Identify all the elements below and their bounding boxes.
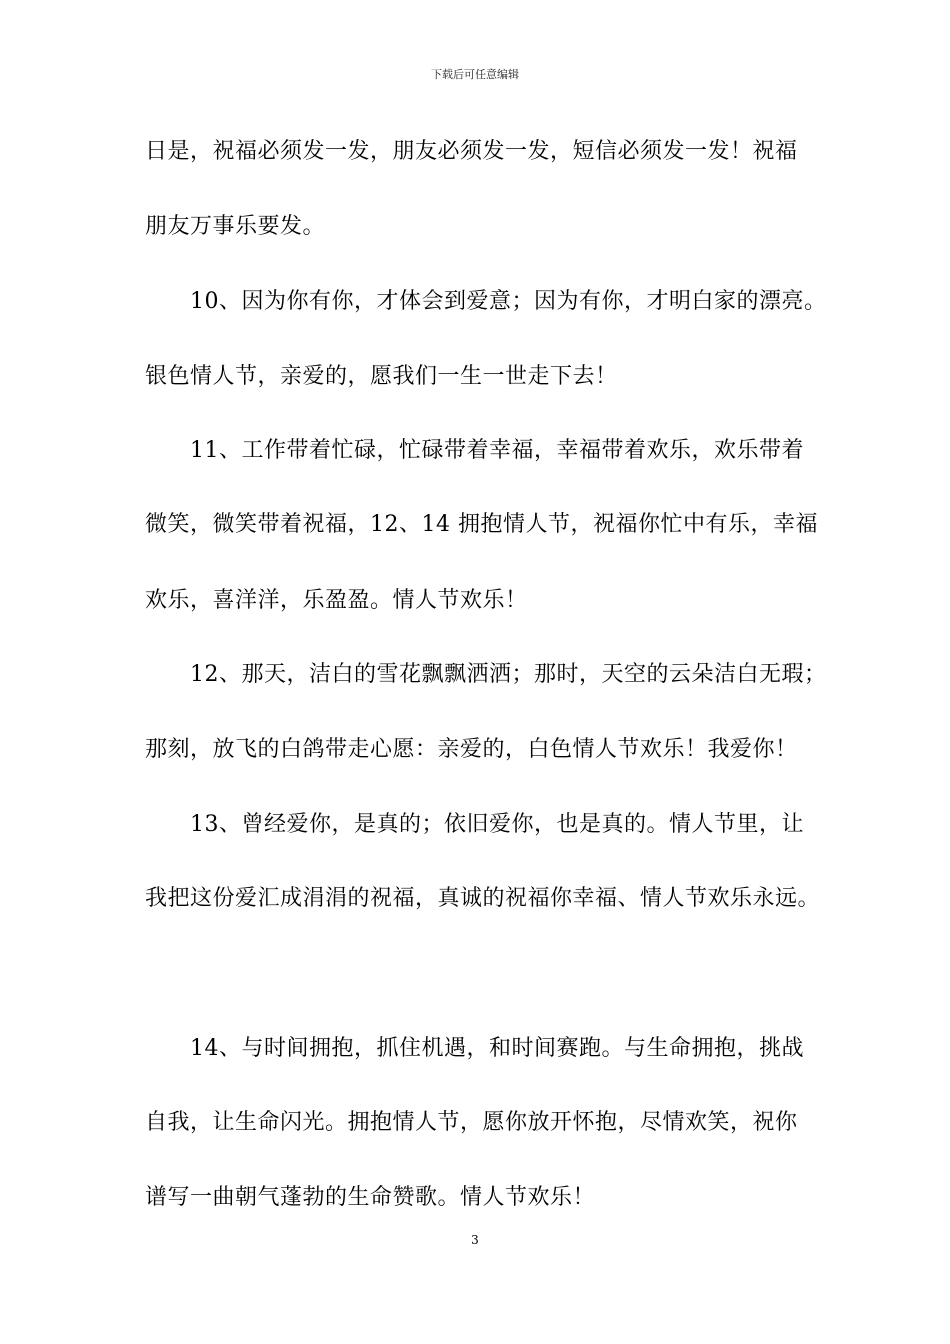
text-line: 朋友万事乐要发。 [145,214,326,239]
text-line: 我把这份爱汇成涓涓的祝福，真诚的祝福你幸福、情人节欢乐永远。 [145,886,821,911]
text-line: 欢乐，喜洋洋，乐盈盈。情人节欢乐！ [145,588,528,613]
text-line: 那刻，放飞的白鸽带走心愿：亲爱的，白色情人节欢乐！我爱你！ [145,737,798,762]
text-line: 13、曾经爱你，是真的；依旧爱你，也是真的。情人节里，让 [145,812,804,837]
text-line: 微笑，微笑带着祝福，12、14 拥抱情人节，祝福你忙中有乐，幸福 [145,512,818,537]
text-line: 谱写一曲朝气蓬勃的生命赞歌。情人节欢乐！ [145,1185,596,1210]
text-line: 14、与时间拥抱，抓住机遇，和时间赛跑。与生命拥抱，挑战 [145,1036,804,1061]
text-line: 11、工作带着忙碌，忙碌带着幸福，幸福带着欢乐，欢乐带着 [145,438,804,463]
text-line: 银色情人节，亲爱的，愿我们一生一世走下去！ [145,364,618,389]
text-line: 10、因为你有你，才体会到爱意；因为有你，才明白家的漂亮。 [145,289,827,314]
page-number: 3 [471,1233,479,1247]
header-note: 下载后可任意编辑 [431,68,519,81]
text-line: 自我，让生命闪光。拥抱情人节，愿你放开怀抱，尽情欢笑，祝你 [145,1110,798,1135]
text-line: 日是，祝福必须发一发，朋友必须发一发，短信必须发一发！祝福 [145,139,798,164]
text-line: 12、那天，洁白的雪花飘飘洒洒；那时，天空的云朵洁白无瑕； [145,662,827,687]
